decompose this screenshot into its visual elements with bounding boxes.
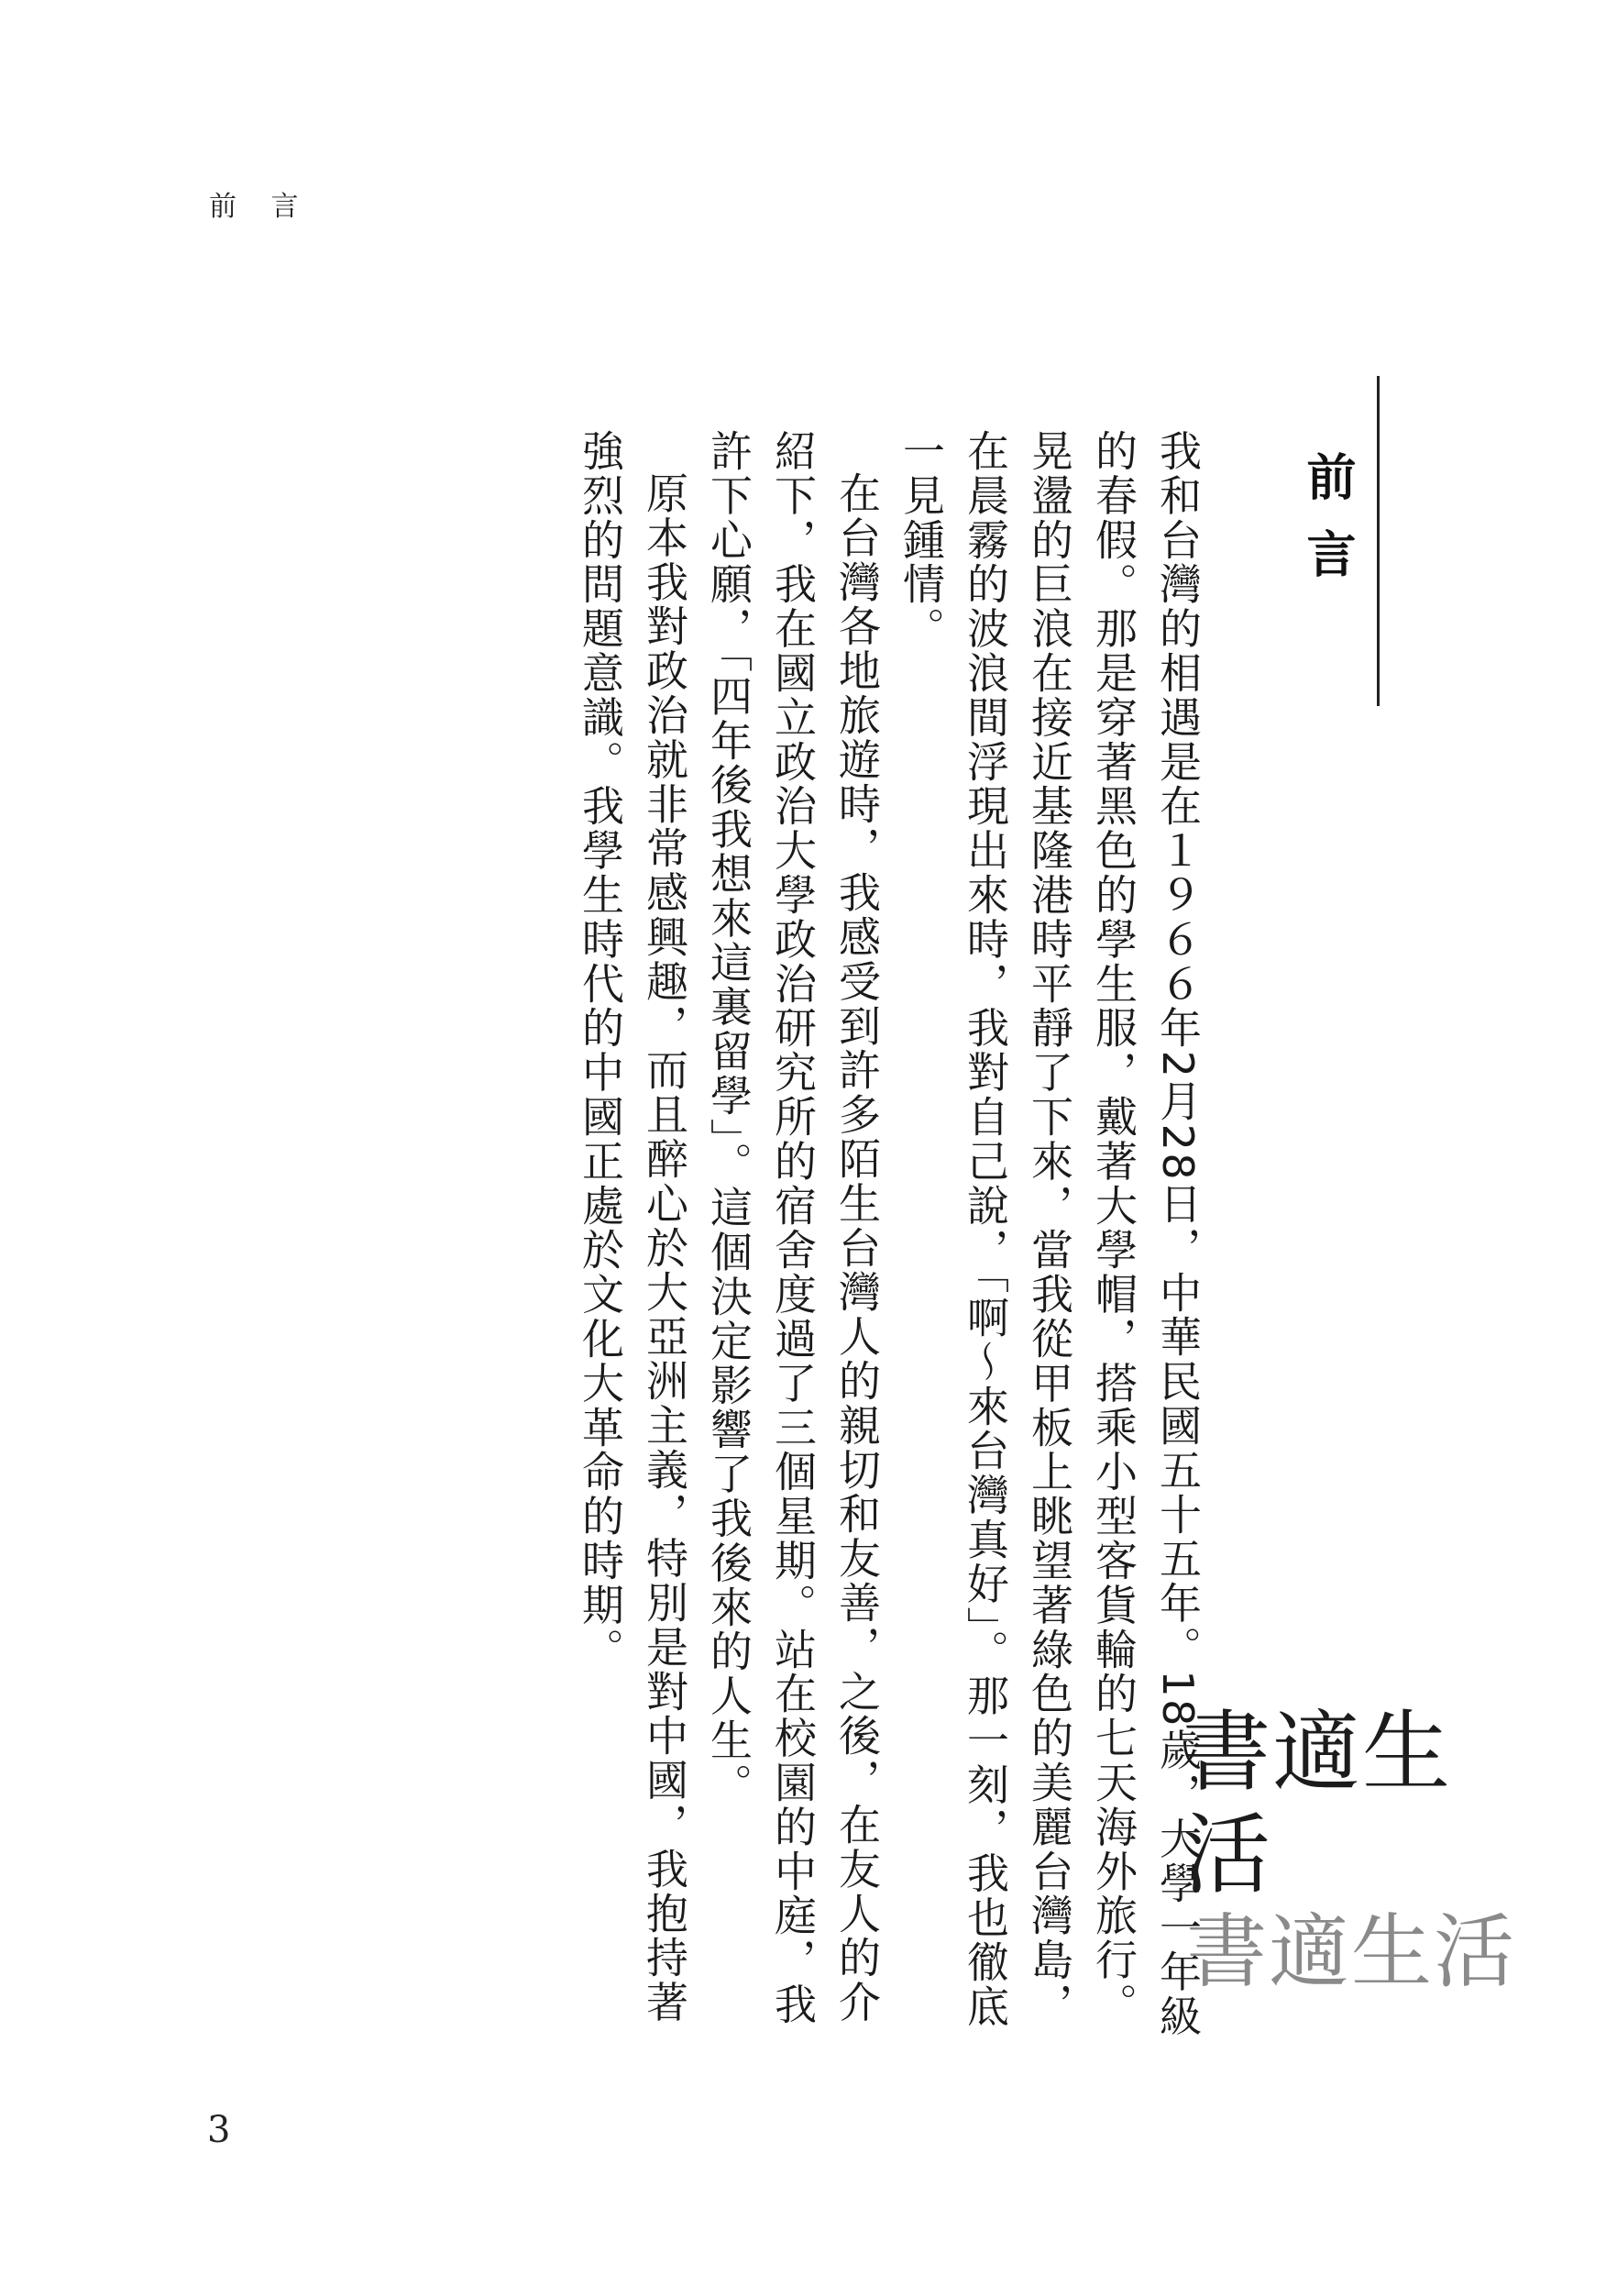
paragraph-3: 原本我對政治就非常感興趣，而且醉心於大亞洲主義，特別是對中國，我抱持著強烈的問題意識。我學生時代的中國正處於文化大革命的時期。: [576, 429, 689, 2025]
title-divider-rule: [1377, 376, 1380, 706]
chapter-title: 前言: [1299, 451, 1357, 605]
page-number: 3: [207, 2109, 231, 2151]
running-head: 前 言: [209, 191, 312, 223]
watermark-line-2: 書適生活: [1186, 1904, 1517, 1999]
publisher-watermark: [1182, 1701, 1531, 1998]
watermark-line-1: 書適生活: [1182, 1701, 1452, 1906]
chapter-title-block: [1283, 376, 1384, 706]
paragraph-2: 在台灣各地旅遊時，我感受到許多陌生台灣人的親切和友善，之後，在友人的介紹下，我在國立政治大學政治研究所的宿舍度過了三個星期。站在校園的中庭，我許下心願，「四年後我想來這裏留學」。這個決定影響了我後來的人生。: [704, 429, 882, 2027]
paragraph-1: 我和台灣的相遇是在１９６６年2月28日，中華民國五十五年。18歲，大學一年級的春假。那是穿著黑色的學生服，戴著大學帽，搭乘小型客貨輪的七天海外旅行。晃盪的巨浪在接近基隆港時平靜了下來，當我從甲板上眺望著綠色的美麗台灣島，在晨霧的波浪間浮現出來時，我對自己說，「啊～來台灣真好」。那一刻，我也徹底一見鍾情。: [896, 429, 1203, 2039]
body-text: [165, 429, 1210, 2043]
